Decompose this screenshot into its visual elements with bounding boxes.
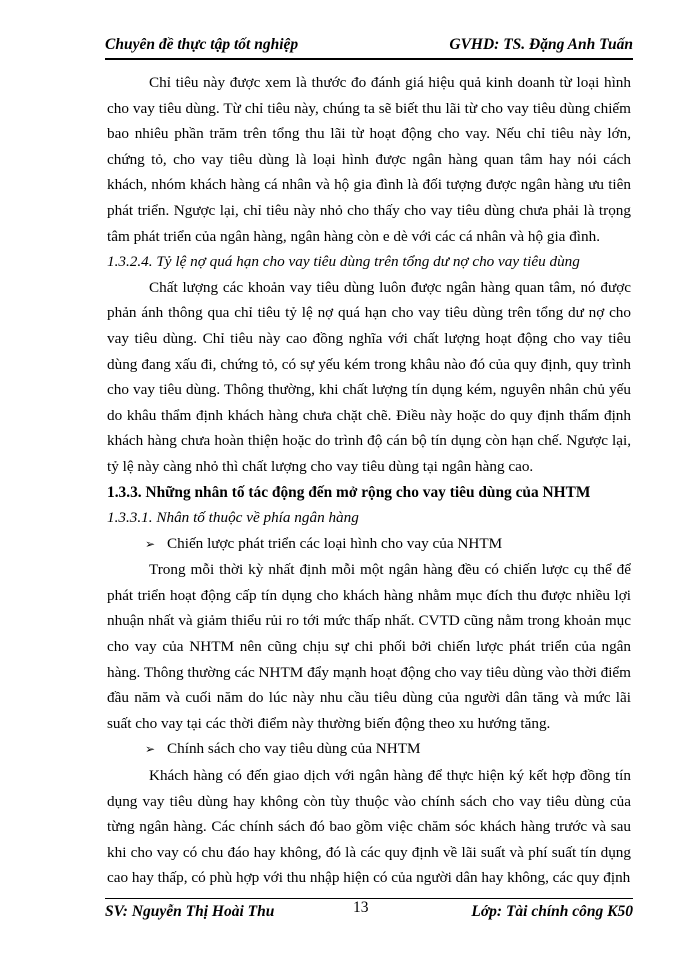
heading-1-3-3: 1.3.3. Những nhân tố tác động đến mở rộng cho vay tiêu dùng của NHTM [107, 483, 591, 501]
page-number: 13 [353, 899, 369, 916]
bullet-policy-text: Chính sách cho vay tiêu dùng của NHTM [167, 740, 421, 758]
paragraph-interest-ratio: Chỉ tiêu này được xem là thước đo đánh giá hiệu quả kinh doanh từ loại hình cho vay tiêu dùng. Từ chỉ tiêu này, chúng ta sẽ biết thu lãi từ cho vay tiêu dùng chiếm bao nhiêu phần trăm trên tổng thu lãi từ hoạt động cho vay. Nếu chỉ tiêu này lớn, chứng tỏ, cho vay tiêu dùng là loại hình được ngân hàng quan tâm hay nói cách khách, nhóm khách hàng cá nhân và hộ gia đình là đối tượng được ngân hàng ưu tiên phát triển. Ngược lại, chỉ tiêu này nhỏ cho thấy cho vay tiêu dùng chưa phải là trọng tâm phát triển của ngân hàng, ngân hàng còn e dè với các cá nhân và hộ gia đình. [107, 74, 631, 245]
bullet-policy [107, 736, 631, 763]
paragraph-overdue-ratio: Chất lượng các khoản vay tiêu dùng luôn được ngân hàng quan tâm, nó được phản ánh thông qua chỉ tiêu tỷ lệ nợ quá hạn cho vay tiêu dùng trên tổng dư nợ cho vay tiêu dùng. Chỉ tiêu này cao đồng nghĩa với chất lượng hoạt động cho vay tiêu dùng đang xấu đi, chứng tỏ, có sự yếu kém trong khâu nào đó của quy định, quy trình cho vay tiêu dùng. Thông thường, khi chất lượng tín dụng kém, nguyên nhân chủ yếu do khâu thẩm định khách hàng chưa chặt chẽ. Điều này hoặc do quy định thẩm định khách hàng chưa hoàn thiện hoặc do trình độ cán bộ tín dụng còn hạn chế. Ngược lại, tỷ lệ này càng nhỏ thì chất lượng cho vay tiêu dùng tại ngân hàng cao. [107, 278, 631, 475]
arrow-right-icon: ➢ [145, 742, 156, 757]
bullet-strategy [107, 531, 631, 558]
header-advisor: GVHD: TS. Đặng Anh Tuấn [449, 36, 633, 53]
footer-class: Lớp: Tài chính công K50 [471, 903, 633, 920]
page-content [107, 70, 631, 891]
heading-1-3-3-1: 1.3.3.1. Nhân tố thuộc về phía ngân hàng [107, 509, 359, 527]
page-header [105, 36, 633, 60]
arrow-right-icon: ➢ [145, 536, 156, 551]
footer-student: SV: Nguyễn Thị Hoài Thu [105, 903, 275, 920]
header-thesis-title: Chuyên đề thực tập tốt nghiệp [105, 36, 299, 53]
paragraph-strategy: Trong mỗi thời kỳ nhất định mỗi một ngân hàng đều có chiến lược cụ thể để phát triển hoạt động cấp tín dụng cho khách hàng nhằm mục đích thu được nhiều lợi nhuận nhất và giảm thiểu rủi ro tới mức thấp nhất. CVTD cũng nằm trong khoản mục cho vay của NHTM nên cũng chịu sự chi phối bởi chiến lược phát triển của ngân hàng. Thông thường các NHTM đẩy mạnh hoạt động cho vay tiêu dùng vào thời điểm đầu năm và cuối năm do lúc này nhu cầu tiêu dùng của người dân tăng và mức lãi suất cho vay tại các thời điểm này thường biến động theo xu hướng tăng. [107, 561, 631, 732]
page-footer [105, 898, 633, 925]
heading-1-3-2-4: 1.3.2.4. Tỷ lệ nợ quá hạn cho vay tiêu dùng trên tổng dư nợ cho vay tiêu dùng [107, 253, 580, 271]
paragraph-policy: Khách hàng có đến giao dịch với ngân hàng để thực hiện ký kết hợp đồng tín dụng vay tiêu dùng hay không còn tùy thuộc vào chính sách cho vay tiêu dùng của từng ngân hàng. Các chính sách đó bao gồm việc chăm sóc khách hàng trước và sau khi cho vay có chu đáo hay không, đó là các quy định về lãi suất và phí suất tín dụng cao hay thấp, có phù hợp với thu nhập hiện có của người dân hay không, các quy định [107, 767, 631, 887]
bullet-strategy-text: Chiến lược phát triển các loại hình cho vay của NHTM [167, 534, 503, 552]
